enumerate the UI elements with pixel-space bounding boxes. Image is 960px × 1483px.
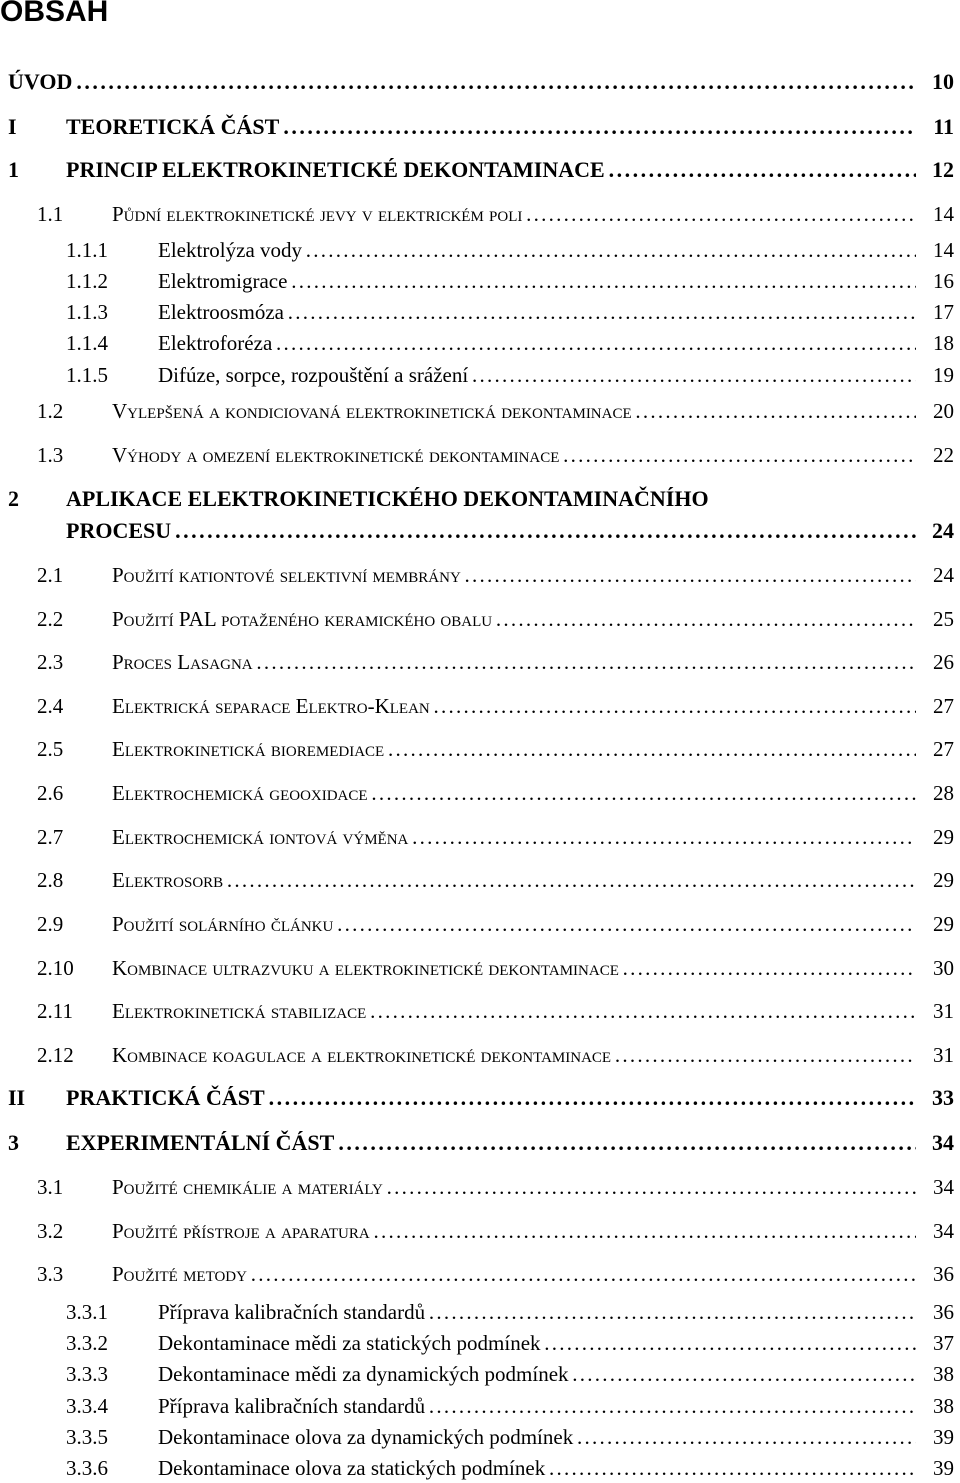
toc-entry-title: Elektrosorb . . . — [112, 865, 916, 895]
toc-entry-number: 2.12 — [37, 1043, 74, 1067]
toc-entry-page: 22 — [933, 440, 954, 470]
toc-entry[interactable] — [0, 996, 960, 1026]
toc-entry-number: 3.3.1 — [66, 1300, 108, 1324]
toc-entry-number: 2.6 — [37, 781, 64, 805]
toc-entry-title: Vylepšená a kondiciovaná elektrokinetická dekontaminace . . . — [112, 396, 916, 426]
toc-entry[interactable] — [0, 953, 960, 983]
toc-entry-number: II — [8, 1085, 26, 1110]
toc-entry-number: 2.4 — [37, 694, 64, 718]
toc-entry[interactable] — [0, 647, 960, 677]
toc-entry-title: Proces Lasagna . . . — [112, 647, 916, 677]
toc-entry[interactable] — [0, 1453, 960, 1483]
toc-entry-page: 37 — [933, 1328, 954, 1358]
toc-entry[interactable] — [0, 360, 960, 390]
toc-entry-page: 18 — [933, 328, 954, 358]
page-title: OBSAH — [0, 0, 109, 28]
toc-entry-title: Elektrochemická iontová výměna . . . — [112, 822, 916, 852]
toc-entry-title: Příprava kalibračních standardů . . . — [158, 1391, 916, 1421]
toc-entry[interactable] — [0, 734, 960, 764]
toc-entry-number: 3.3.4 — [66, 1394, 108, 1418]
toc-entry-page: 27 — [933, 734, 954, 764]
toc-entry-page: 26 — [933, 647, 954, 677]
toc-entry-title: Elektrolýza vody . . . — [158, 235, 916, 265]
toc-entry-number: 1.2 — [37, 399, 64, 423]
toc-entry-number: 3.3.5 — [66, 1425, 108, 1449]
toc-entry-title: Elektrokinetická stabilizace . . . — [112, 996, 916, 1026]
toc-entry-number: 3 — [8, 1130, 19, 1155]
toc-entry[interactable] — [0, 297, 960, 327]
toc-entry-page: 24 — [933, 560, 954, 590]
toc-entry[interactable] — [0, 1172, 960, 1202]
toc-entry-number: 1 — [8, 157, 19, 182]
toc-entry[interactable] — [0, 778, 960, 808]
toc-entry-title: Dekontaminace olova za dynamických podmínek . . . — [158, 1422, 916, 1452]
toc-entry-number: I — [8, 114, 17, 139]
toc-entry-number: 3.3 — [37, 1262, 64, 1286]
toc-entry-title: ÚVOD . . . — [8, 67, 916, 97]
toc-entry-title: PRINCIP ELEKTROKINETICKÉ DEKONTAMINACE . . . — [66, 155, 916, 185]
toc-entry-page: 19 — [933, 360, 954, 390]
toc-entry-title: Elektroosmóza . . . — [158, 297, 916, 327]
toc-entry-number: 3.2 — [37, 1219, 64, 1243]
toc-entry-title: Elektroforéza . . . — [158, 328, 916, 358]
toc-entry-title: Kombinace ultrazvuku a elektrokinetické dekontaminace . . . — [112, 953, 916, 983]
toc-entry[interactable] — [0, 604, 960, 634]
toc-entry-page: 17 — [933, 297, 954, 327]
toc-entry-page: 14 — [933, 199, 954, 229]
toc-entry[interactable] — [0, 112, 960, 142]
toc-entry-page: 30 — [933, 953, 954, 983]
toc-entry-page: 38 — [933, 1391, 954, 1421]
toc-entry-number: 2.3 — [37, 650, 64, 674]
toc-entry-number: 1.1.5 — [66, 363, 108, 387]
toc-entry-page: 38 — [933, 1359, 954, 1389]
toc-entry-title: PROCESU . . . — [66, 516, 916, 546]
toc-entry-title: Kombinace koagulace a elektrokinetické dekontaminace . . . — [112, 1040, 916, 1070]
toc-entry-title: EXPERIMENTÁLNÍ ČÁST . . . — [66, 1128, 916, 1158]
toc-entry-page: 29 — [933, 822, 954, 852]
toc-entry-title: Použité chemikálie a materiály . . . — [112, 1172, 916, 1202]
toc-entry-number: 2.11 — [37, 999, 73, 1023]
toc-entry[interactable] — [0, 1040, 960, 1070]
toc-entry-title: Použité metody . . . — [112, 1259, 916, 1289]
toc-entry-title: Výhody a omezení elektrokinetické dekontaminace . . . — [112, 440, 916, 470]
toc-entry-page: 34 — [933, 1172, 954, 1202]
toc-entry-title: Použití solárního článku . . . — [112, 909, 916, 939]
toc-entry[interactable] — [0, 440, 960, 470]
toc-entry[interactable] — [0, 235, 960, 265]
toc-entry-number: 2.10 — [37, 956, 74, 980]
toc-entry-page: 25 — [933, 604, 954, 634]
toc-entry-number: 3.1 — [37, 1175, 64, 1199]
toc-entry-title: Příprava kalibračních standardů . . . — [158, 1297, 916, 1327]
toc-entry-title: Dekontaminace mědi za dynamických podmínek . . . — [158, 1359, 916, 1389]
toc-entry-page: 27 — [933, 691, 954, 721]
toc-entry-number: 2 — [8, 486, 19, 511]
toc-entry[interactable] — [0, 199, 960, 229]
toc-entry-title: Použití kationtové selektivní membrány . . . — [112, 560, 916, 590]
toc-entry-title: Dekontaminace mědi za statických podmínek . . . — [158, 1328, 916, 1358]
toc-entry-number: 3.3.2 — [66, 1331, 108, 1355]
toc-entry[interactable] — [0, 560, 960, 590]
toc-entry-page: 36 — [933, 1297, 954, 1327]
toc-entry-page: 16 — [933, 266, 954, 296]
toc-entry-number: 3.3.6 — [66, 1456, 108, 1480]
toc-entry-page: 10 — [932, 67, 954, 97]
toc-entry[interactable] — [0, 328, 960, 358]
toc-entry-number: 3.3.3 — [66, 1362, 108, 1386]
toc-entry-title: Použité přístroje a aparatura . . . — [112, 1216, 916, 1246]
toc-entry-page: 29 — [933, 865, 954, 895]
toc-entry-title: Elektrokinetická bioremediace . . . — [112, 734, 916, 764]
toc-entry-page: 20 — [933, 396, 954, 426]
toc-entry-title: Použití PAL potaženého keramického obalu . . . — [112, 604, 916, 634]
toc-entry[interactable] — [0, 1216, 960, 1246]
toc-entry-number: 1.1.3 — [66, 300, 108, 324]
toc-entry[interactable] — [0, 486, 960, 546]
toc-entry-number: 2.2 — [37, 607, 64, 631]
toc-entry-title: Difúze, sorpce, rozpouštění a srážení . . . — [158, 360, 916, 390]
toc-entry-page: 39 — [933, 1453, 954, 1483]
toc-entry-number: 1.1.2 — [66, 269, 108, 293]
toc-entry-page: 31 — [933, 1040, 954, 1070]
toc-entry[interactable] — [0, 1391, 960, 1421]
toc-entry-page: 11 — [933, 112, 954, 142]
toc-entry-title: Dekontaminace olova za statických podmínek . . . — [158, 1453, 916, 1483]
toc-entry-page: 34 — [933, 1216, 954, 1246]
toc-entry-title: Elektrochemická geooxidace . . . — [112, 778, 916, 808]
toc-entry-number: 1.1 — [37, 202, 64, 226]
toc-entry-page: 36 — [933, 1259, 954, 1289]
toc-entry-page: 12 — [932, 155, 954, 185]
toc-entry[interactable] — [0, 396, 960, 426]
toc-entry[interactable] — [0, 909, 960, 939]
toc-entry[interactable] — [0, 155, 960, 185]
toc-entry-page: 14 — [933, 235, 954, 265]
toc-entry-number: 2.9 — [37, 912, 64, 936]
toc-entry[interactable] — [0, 1328, 960, 1358]
toc-entry-page: 34 — [932, 1128, 954, 1158]
toc-entry-number: 2.5 — [37, 737, 64, 761]
toc-entry-page: 33 — [932, 1083, 954, 1113]
toc-entry-title: Půdní elektrokinetické jevy v elektrickém poli . . . — [112, 199, 916, 229]
toc-entry[interactable] — [0, 865, 960, 895]
toc-entry-page: 39 — [933, 1422, 954, 1452]
toc-entry-number: 1.1.4 — [66, 331, 108, 355]
toc-entry-title: TEORETICKÁ ČÁST . . . — [66, 112, 916, 142]
toc-entry[interactable] — [0, 1359, 960, 1389]
toc-entry[interactable] — [0, 1259, 960, 1289]
toc-entry-number: 1.3 — [37, 443, 64, 467]
toc-entry[interactable] — [0, 822, 960, 852]
toc-entry[interactable] — [0, 1422, 960, 1452]
toc-entry[interactable] — [0, 691, 960, 721]
toc-entry[interactable] — [0, 1083, 960, 1113]
toc-entry[interactable] — [0, 67, 960, 97]
toc-entry-title-line1: APLIKACE ELEKTROKINETICKÉHO DEKONTAMINAČNÍHO — [66, 486, 709, 511]
toc-entry-number: 2.7 — [37, 825, 64, 849]
toc-entry-page: 29 — [933, 909, 954, 939]
toc-entry-page: 28 — [933, 778, 954, 808]
toc-entry-page: 24 — [932, 516, 954, 546]
toc-entry[interactable] — [0, 266, 960, 296]
toc-entry[interactable] — [0, 1128, 960, 1158]
toc-entry-page: 31 — [933, 996, 954, 1026]
toc-entry[interactable] — [0, 1297, 960, 1327]
toc-entry-number: 2.8 — [37, 868, 64, 892]
toc-entry-number: 2.1 — [37, 563, 64, 587]
toc-entry-title: Elektrická separace Elektro-Klean . . . — [112, 691, 916, 721]
toc-entry-title: Elektromigrace . . . — [158, 266, 916, 296]
toc-entry-title: PRAKTICKÁ ČÁST . . . — [66, 1083, 916, 1113]
toc-entry-number: 1.1.1 — [66, 238, 108, 262]
